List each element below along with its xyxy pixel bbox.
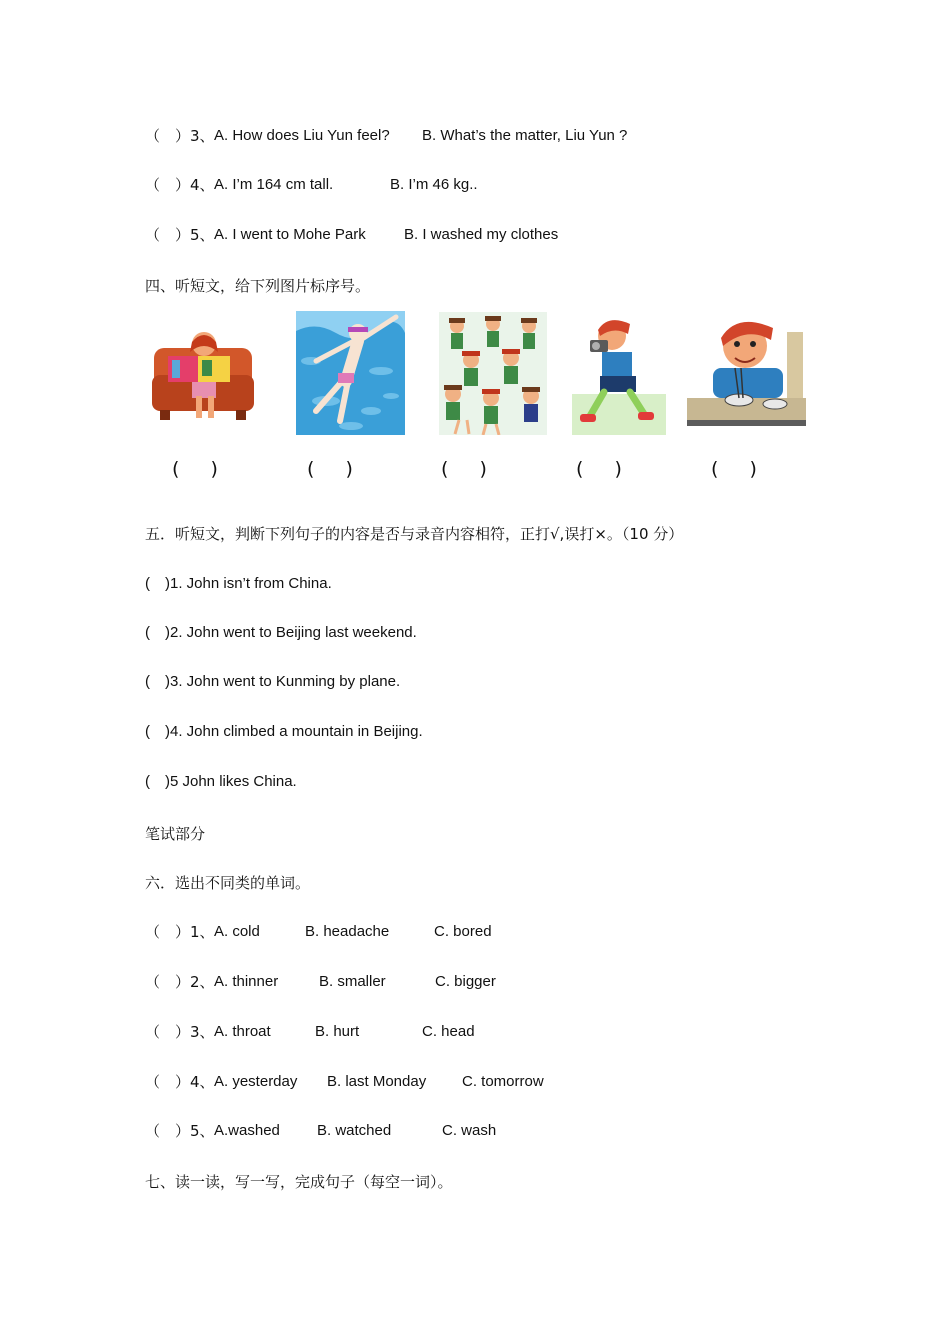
section-4-title: 四、听短文，给下列图片标序号。 xyxy=(145,277,371,295)
question-number: （ ）4、 xyxy=(145,176,215,194)
option-c: C. bigger xyxy=(435,973,496,990)
section-5-title: 五．听短文，判断下列句子的内容是否与录音内容相符，正打√,误打×。（10 分） xyxy=(145,525,684,543)
option-a: A. throat xyxy=(214,1023,271,1040)
judgement-item-3: ( )3. John went to Kunming by plane. xyxy=(145,673,401,690)
option-b: B. What’s the matter, Liu Yun ? xyxy=(422,127,628,144)
picture-5-answer-blank[interactable]: ( ) xyxy=(711,458,759,480)
question-number: （ ）5、 xyxy=(145,1122,215,1140)
option-a: A. yesterday xyxy=(214,1073,298,1090)
girl-swimming-image xyxy=(296,311,405,435)
option-c: C. wash xyxy=(442,1122,497,1139)
option-c: C. head xyxy=(422,1023,475,1040)
picture-2-answer-blank[interactable]: ( ) xyxy=(307,458,355,480)
boy-eating-noodles-image xyxy=(687,312,806,430)
option-b: B. I washed my clothes xyxy=(404,226,559,243)
judgement-item-5: ( )5 John likes China. xyxy=(145,773,297,790)
judgement-item-2: ( )2. John went to Beijing last weekend. xyxy=(145,624,417,641)
boy-taking-photo-image xyxy=(572,314,666,435)
option-a: A. thinner xyxy=(214,973,279,990)
option-a: A. I’m 164 cm tall. xyxy=(214,176,334,193)
question-number: （ ）3、 xyxy=(145,1023,215,1041)
question-number: （ ）1、 xyxy=(145,923,215,941)
picture-1-answer-blank[interactable]: ( ) xyxy=(172,458,220,480)
question-number: （ ）3、 xyxy=(145,127,215,145)
option-a: A. How does Liu Yun feel? xyxy=(214,127,390,144)
option-b: B. smaller xyxy=(319,973,386,990)
written-part-heading: 笔试部分 xyxy=(145,825,206,843)
option-c: C. tomorrow xyxy=(462,1073,544,1090)
option-a: A. cold xyxy=(214,923,260,940)
option-a: A. I went to Mohe Park xyxy=(214,226,366,243)
question-number: （ ）2、 xyxy=(145,973,215,991)
section-7-title: 七、读一读，写一写，完成句子（每空一词）。 xyxy=(145,1173,453,1191)
section-6-title: 六．选出不同类的单词。 xyxy=(145,874,311,892)
picture-4-answer-blank[interactable]: ( ) xyxy=(576,458,624,480)
children-dancing-image xyxy=(439,312,547,435)
option-b: B. watched xyxy=(317,1122,392,1139)
option-b: B. I’m 46 kg.. xyxy=(390,176,478,193)
option-b: B. headache xyxy=(305,923,390,940)
judgement-item-4: ( )4. John climbed a mountain in Beijing. xyxy=(145,723,423,740)
judgement-item-1: ( )1. John isn’t from China. xyxy=(145,575,332,592)
question-number: （ ）5、 xyxy=(145,226,215,244)
girl-reading-on-sofa-image xyxy=(152,330,254,422)
option-b: B. hurt xyxy=(315,1023,360,1040)
option-c: C. bored xyxy=(434,923,492,940)
picture-3-answer-blank[interactable]: ( ) xyxy=(441,458,489,480)
option-b: B. last Monday xyxy=(327,1073,427,1090)
option-a: A.washed xyxy=(214,1122,280,1139)
question-number: （ ）4、 xyxy=(145,1073,215,1091)
